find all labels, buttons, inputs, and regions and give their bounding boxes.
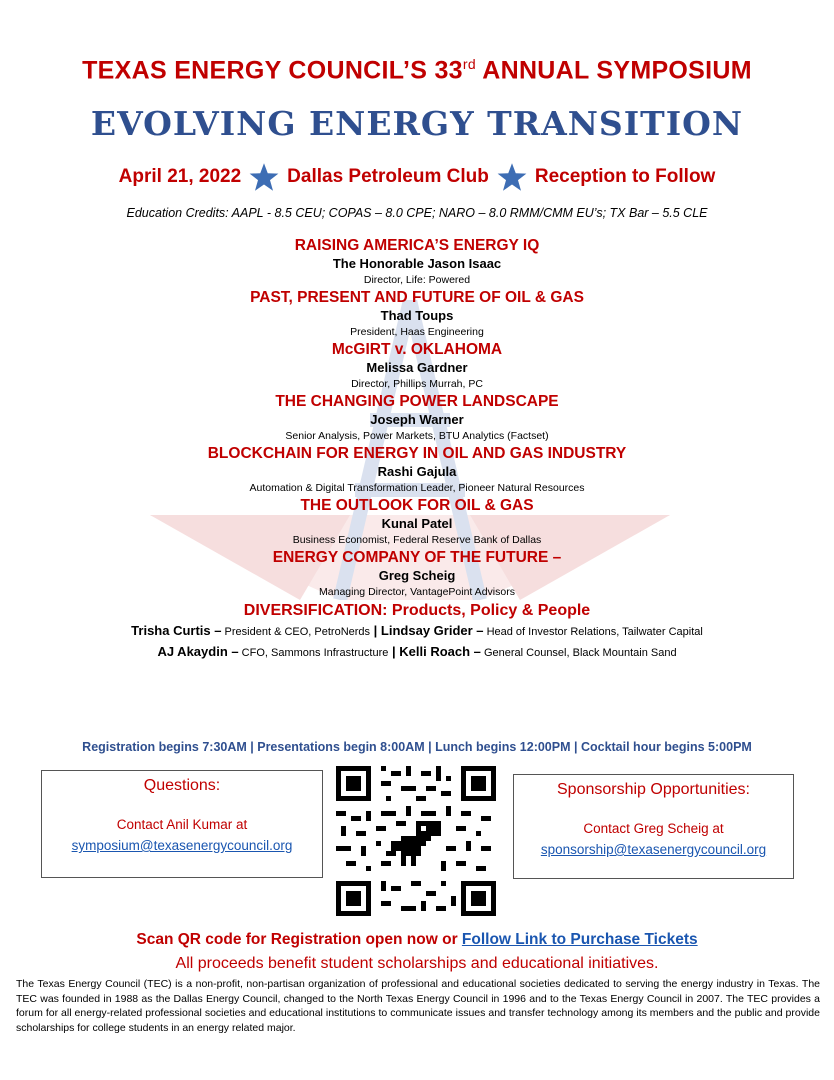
sponsorship-contact: Contact Greg Scheig at xyxy=(583,821,724,836)
agenda-speaker-role: Managing Director, VantagePoint Advisors xyxy=(319,586,515,598)
questions-email-link[interactable]: symposium@texasenergycouncil.org xyxy=(71,838,293,853)
agenda-topic: ENERGY COMPANY OF THE FUTURE – xyxy=(272,549,562,566)
agenda-item xyxy=(0,392,834,444)
event-info-line xyxy=(0,162,834,192)
schedule-line: Registration begins 7:30AM | Presentations begin 8:00AM | Lunch begins 12:00PM | Cocktail hour begins 5:00PM xyxy=(82,740,752,754)
questions-heading: Questions: xyxy=(143,777,221,794)
agenda-item xyxy=(0,496,834,548)
agenda-topic: THE OUTLOOK FOR OIL & GAS xyxy=(300,497,534,514)
agenda-topic: BLOCKCHAIN FOR ENERGY IN OIL AND GAS INDUSTRY xyxy=(207,445,627,462)
event-reception: Reception to Follow xyxy=(534,166,716,187)
agenda-speaker-role: Automation & Digital Transformation Leader, Pioneer Natural Resources xyxy=(249,482,585,494)
agenda-item xyxy=(0,236,834,288)
education-credits: Education Credits: AAPL - 8.5 CEU; COPAS – 8.0 CPE; NARO – 8.0 RMM/CMM EU’s; TX Bar – 5.5 CLE xyxy=(126,206,708,220)
questions-box xyxy=(41,770,323,878)
about-paragraph: The Texas Energy Council (TEC) is a non-profit, non-partisan organization of professional and educational societies dedicated to serving the energy industry in Texas. The TEC was founded in 1988 as the Dallas Energy Council, changed to the North Texas Energy Council in 1996 and to the Texas Energy Council in 2007. The TEC provides a forum for all energy-related professional societies and educational institutions to communicate issues and transfer technology among its members and the public and provide scholarships for college students in an energy related major. xyxy=(16,978,820,1034)
star-icon xyxy=(497,162,527,192)
agenda-speaker: Joseph Warner xyxy=(370,412,464,427)
sponsorship-email-link[interactable]: sponsorship@texasenergycouncil.org xyxy=(540,842,767,857)
agenda-speaker-role: Business Economist, Federal Reserve Bank of Dallas xyxy=(292,534,542,546)
sponsorship-box xyxy=(513,774,794,879)
agenda-item xyxy=(0,444,834,496)
agenda-topic: McGIRT v. OKLAHOMA xyxy=(331,341,503,358)
agenda-speaker: Thad Toups xyxy=(380,308,454,323)
agenda-speaker-role: Director, Life: Powered xyxy=(363,274,471,286)
panel-item xyxy=(0,600,834,663)
agenda-item xyxy=(0,548,834,600)
purchase-tickets-link[interactable]: Follow Link to Purchase Tickets xyxy=(461,931,698,948)
panel-speakers-row-1: Trisha Curtis – President & CEO, PetroNerds | Lindsay Grider – Head of Investor Relations, Tailwater Capital xyxy=(131,623,703,638)
proceeds-note: All proceeds benefit student scholarships and educational initiatives. xyxy=(175,955,659,972)
agenda-speaker-role: Senior Analysis, Power Markets, BTU Analytics (Factset) xyxy=(285,430,549,442)
registration-line: Scan QR code for Registration open now or Follow Link to Purchase Tickets xyxy=(136,931,698,948)
agenda-topic: THE CHANGING POWER LANDSCAPE xyxy=(275,393,559,410)
agenda-speaker: Melissa Gardner xyxy=(366,360,468,375)
event-theme-title: EVOLVING ENERGY TRANSITION xyxy=(90,104,744,143)
agenda-item xyxy=(0,288,834,340)
agenda-topic: PAST, PRESENT AND FUTURE OF OIL & GAS xyxy=(250,289,584,306)
qr-code[interactable] xyxy=(336,766,496,916)
agenda-speaker-role: President, Haas Engineering xyxy=(350,326,484,338)
agenda-speaker: The Honorable Jason Isaac xyxy=(332,256,502,271)
agenda-speaker: Kunal Patel xyxy=(381,516,453,531)
event-date: April 21, 2022 xyxy=(118,166,242,187)
agenda-speaker-role: Director, Phillips Murrah, PC xyxy=(351,378,483,390)
agenda-topic: RAISING AMERICA’S ENERGY IQ xyxy=(294,237,540,254)
panel-speakers-row-2: AJ Akaydin – CFO, Sammons Infrastructure | Kelli Roach – General Counsel, Black Mountain Sand xyxy=(157,644,677,659)
agenda-item xyxy=(0,340,834,392)
agenda-speaker: Greg Scheig xyxy=(378,568,456,583)
sponsorship-heading: Sponsorship Opportunities: xyxy=(557,781,750,798)
event-venue: Dallas Petroleum Club xyxy=(287,166,489,187)
agenda-list xyxy=(0,236,834,663)
star-icon xyxy=(249,162,279,192)
agenda-speaker: Rashi Gajula xyxy=(377,464,457,479)
questions-contact: Contact Anil Kumar at xyxy=(116,817,248,832)
symposium-title: TEXAS ENERGY COUNCIL’S 33rd ANNUAL SYMPOSIUM xyxy=(82,56,752,85)
panel-topic: DIVERSIFICATION: Products, Policy & People xyxy=(243,602,591,619)
